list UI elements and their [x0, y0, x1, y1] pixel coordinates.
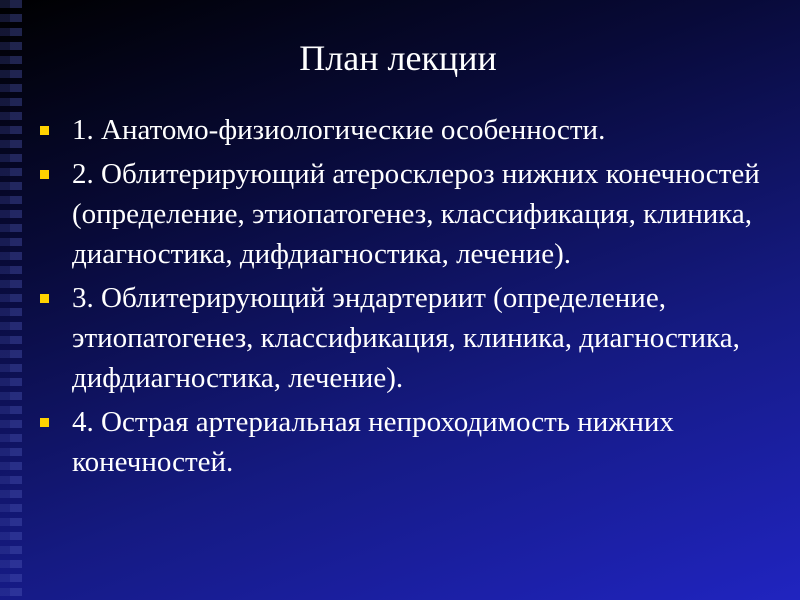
list-item [38, 402, 778, 482]
square-bullet-icon [40, 170, 49, 179]
square-bullet-icon [40, 126, 49, 135]
list-item [38, 278, 778, 398]
square-bullet-icon [40, 294, 49, 303]
list-item [38, 110, 778, 150]
slide-title: План лекции [299, 38, 497, 78]
lecture-plan-list [38, 110, 778, 486]
list-item [38, 154, 778, 274]
list-item-text: 3. Облитерирующий эндартериит (определение, этиопатогенез, классификация, клиника, диагностика, дифдиагностика, лечение). [72, 282, 740, 394]
decorative-left-strip [0, 0, 22, 600]
list-item-text: 4. Острая артериальная непроходимость нижних конечностей. [72, 406, 674, 478]
list-item-text: 2. Облитерирующий атеросклероз нижних конечностей (определение, этиопатогенез, классификация, клиника, диагностика, дифдиагностика, лечение). [72, 158, 760, 270]
list-item-text: 1. Анатомо-физиологические особенности. [72, 114, 606, 146]
square-bullet-icon [40, 418, 49, 427]
